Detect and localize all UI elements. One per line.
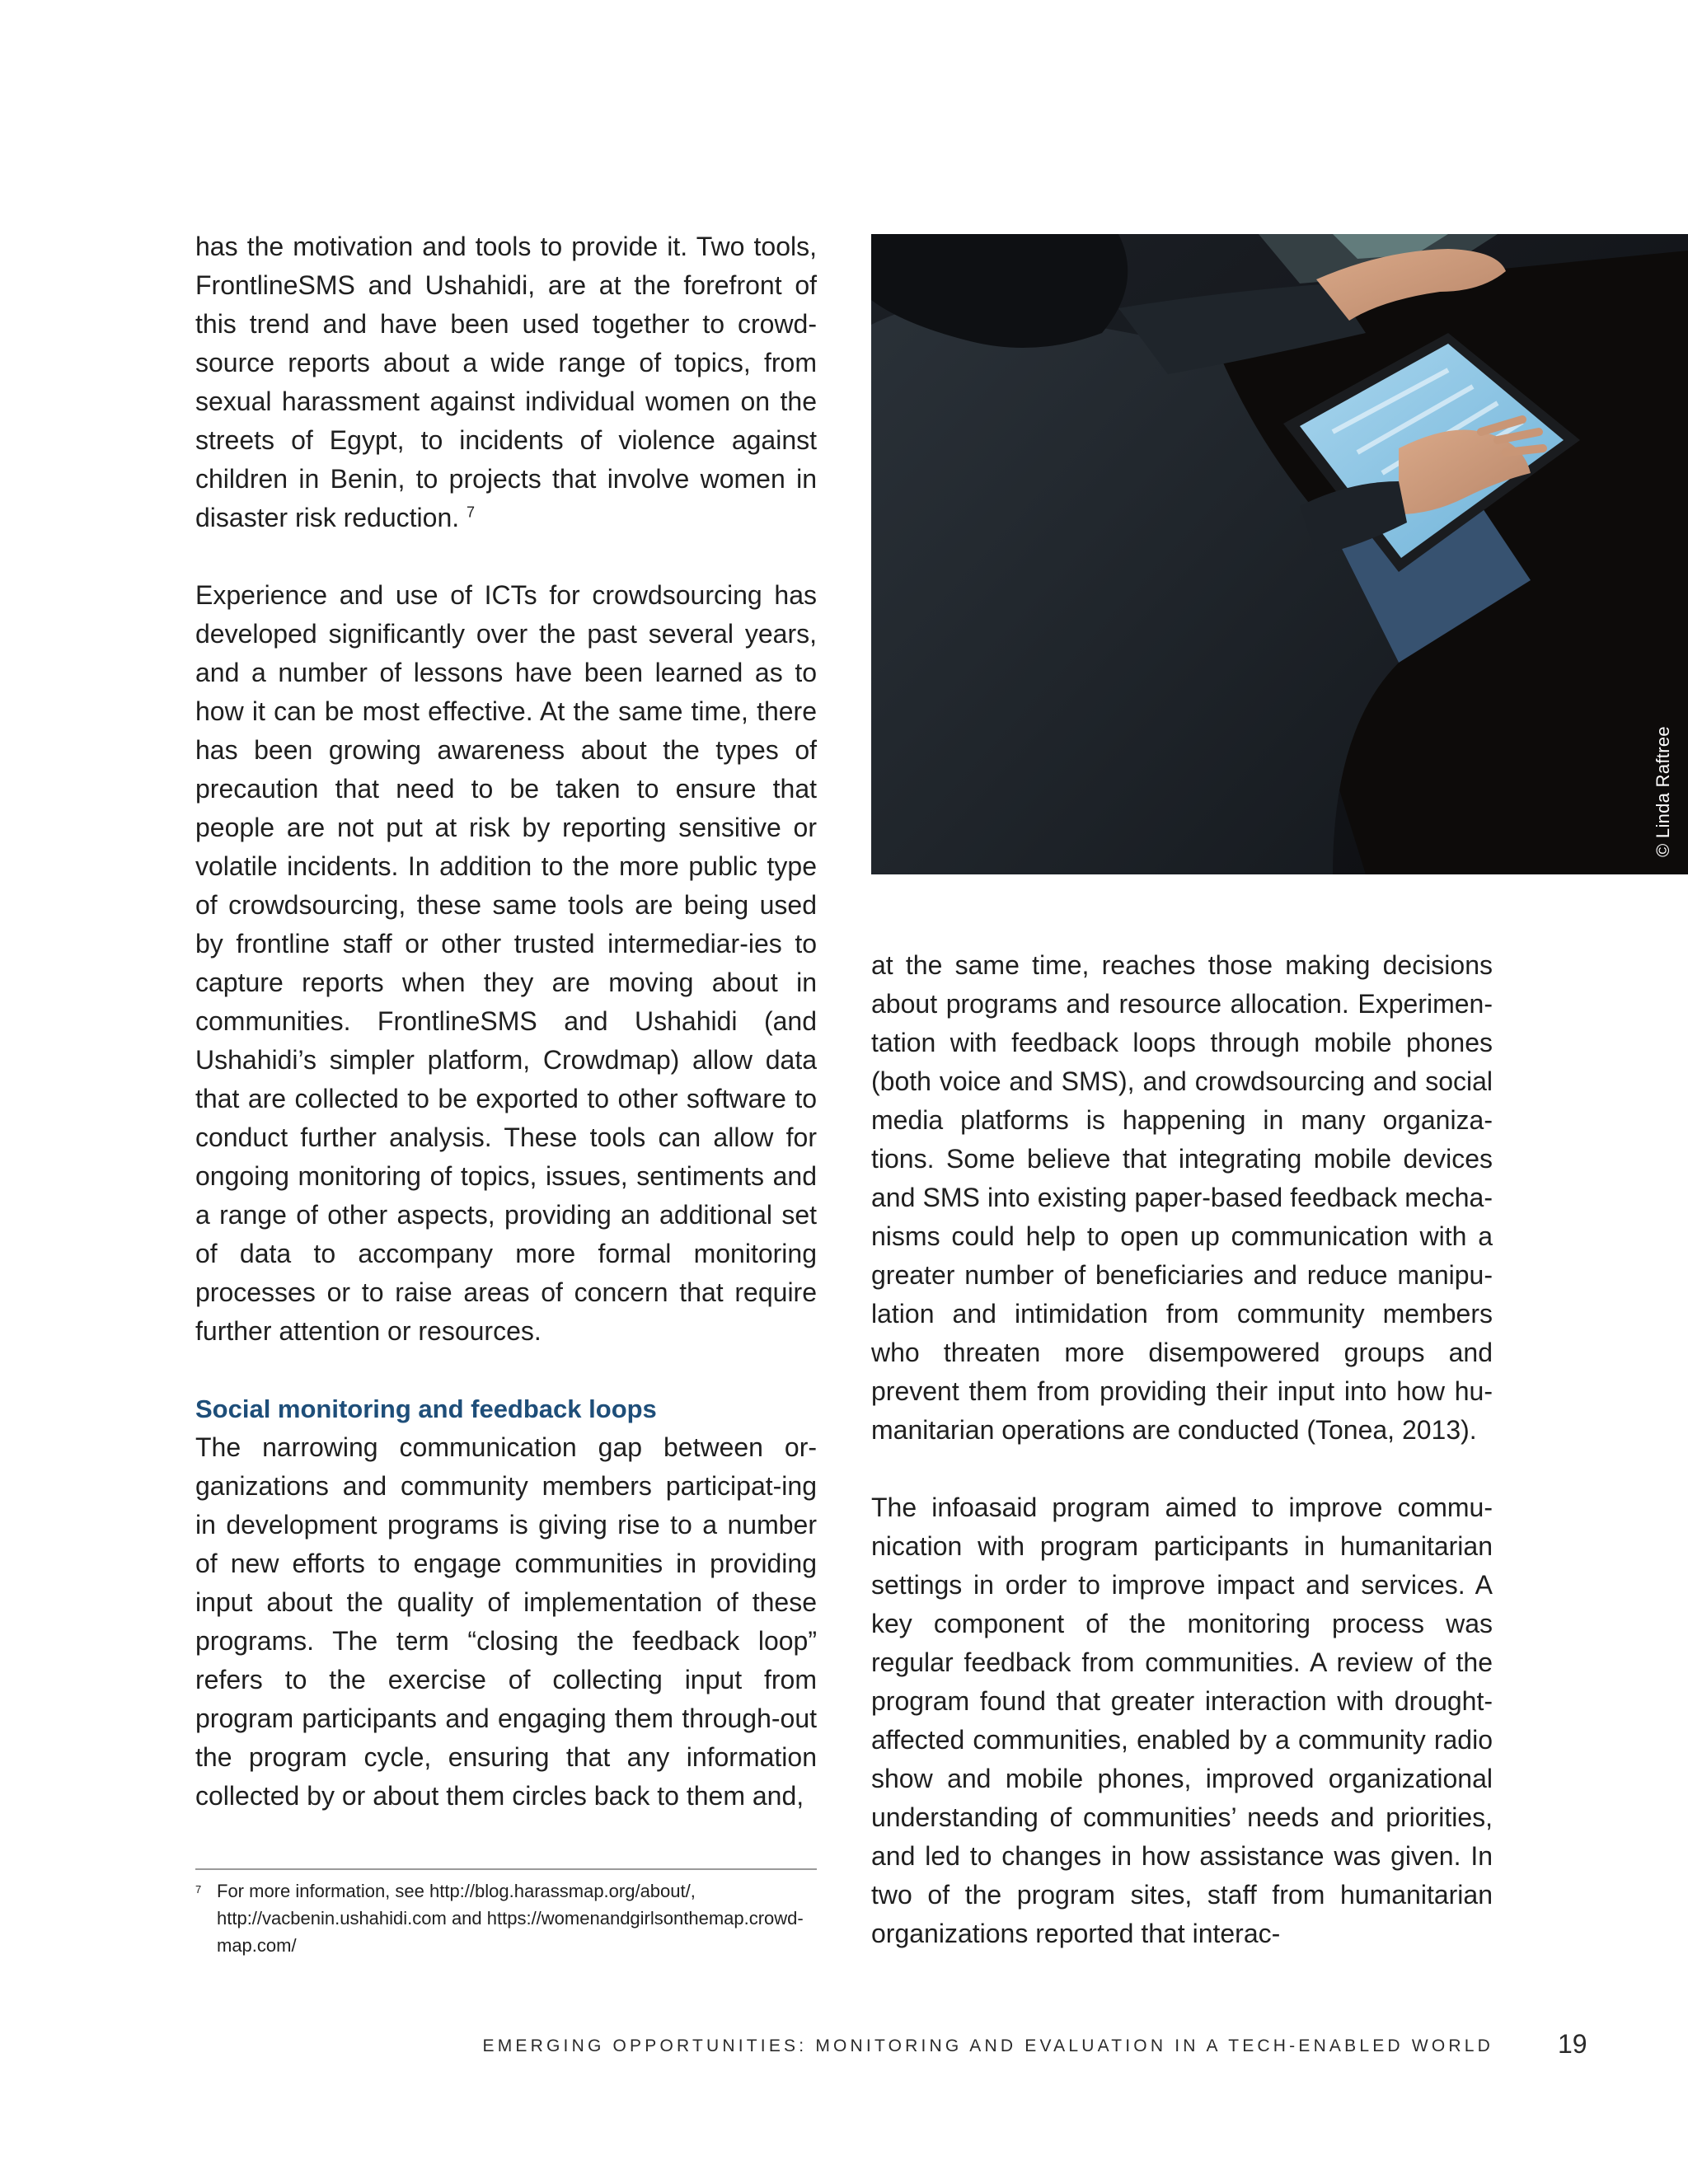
right-paragraph-1: at the same time, reaches those making decisions about programs and resource allocation. Experimen-tation with feedback loops through mobile phones (both voice and SMS), and crowdsourcing and social media platforms is happening in many organiza-tions. Some believe that integrating mobile devices and SMS into existing paper-based feedback mecha-nisms could help to open up communication with a greater number of beneficiaries and reduce manipu-lation and intimidation from community members who threaten more disempowered groups and prevent them from providing their input into how hu-manitarian operations are conducted (Tonea, 2013). bbox=[871, 950, 1493, 1445]
footnote-reference: 7 bbox=[467, 504, 476, 521]
footnote-number: 7 bbox=[195, 1883, 202, 1896]
photo-person-using-tablet bbox=[871, 234, 1688, 874]
left-paragraph-1 bbox=[195, 227, 817, 537]
left-paragraph-2: Experience and use of ICTs for crowdsourcing has developed significantly over the past several years, and a number of lessons have been learned as to how it can be most effective. At the same time, there has been growing awareness about the types of precaution that need to be taken to ensure that people are not put at risk by reporting sensitive or volatile incidents. In addition to the more public type of crowdsourcing, these same tools are being used by frontline staff or other trusted intermediar-ies to capture reports when they are moving about in communities. FrontlineSMS and Ushahidi (and Ushahidi’s simpler platform, Crowdmap) allow data that are collected to be exported to other software to conduct further analysis. These tools can allow for ongoing monitoring of topics, issues, sentiments and a range of other aspects, providing an additional set of data to accompany more formal monitoring processes or to raise areas of concern that require further attention or resources. bbox=[195, 580, 817, 1346]
footnote bbox=[195, 1877, 817, 1959]
left-paragraph-3: The narrowing communication gap between or-ganizations and community members participat-ing in development programs is giving rise to a number of new efforts to engage communities in providing input about the quality of implementation of these programs. The term “closing the feedback loop” refers to the exercise of collecting input from program participants and engaging them through-out the program cycle, ensuring that any information collected by or about them circles back to them and, bbox=[195, 1432, 817, 1811]
footnote-text: For more information, see http://blog.harassmap.org/about/, http://vacbenin.ushahidi.com and https://womenandgirlsonthemap.crowd-map.com/ bbox=[217, 1881, 804, 1956]
left-paragraph-1-text: has the motivation and tools to provide it. Two tools, FrontlineSMS and Ushahidi, are at the forefront of this trend and have been used together to crowd-source reports about a wide range of topics, from sexual harassment against individual women on the streets of Egypt, to incidents of violence against children in Benin, to projects that involve women in disaster risk reduction. bbox=[195, 232, 817, 532]
section-heading: Social monitoring and feedback loops bbox=[195, 1394, 657, 1423]
footnote-divider bbox=[195, 1868, 817, 1870]
photo-illustration bbox=[871, 234, 1688, 874]
left-text-column bbox=[195, 227, 817, 1854]
photo-credit: © Linda Raftree bbox=[1653, 726, 1673, 857]
running-footer-title: EMERGING OPPORTUNITIES: MONITORING AND EVALUATION IN A TECH-ENABLED WORLD bbox=[482, 2036, 1493, 2055]
right-paragraph-2: The infoasaid program aimed to improve commu-nication with program participants in humanitarian settings in order to improve impact and services. A key component of the monitoring process was regular feedback from communities. A review of the program found that greater interaction with drought-affected communities, enabled by a community radio show and mobile phones, improved organizational understanding of communities’ needs and priorities, and led to changes in how assistance was given. In two of the program sites, staff from humanitarian organizations reported that interac- bbox=[871, 1493, 1493, 1948]
right-text-column bbox=[871, 946, 1493, 1992]
page-number: 19 bbox=[1558, 2029, 1587, 2059]
